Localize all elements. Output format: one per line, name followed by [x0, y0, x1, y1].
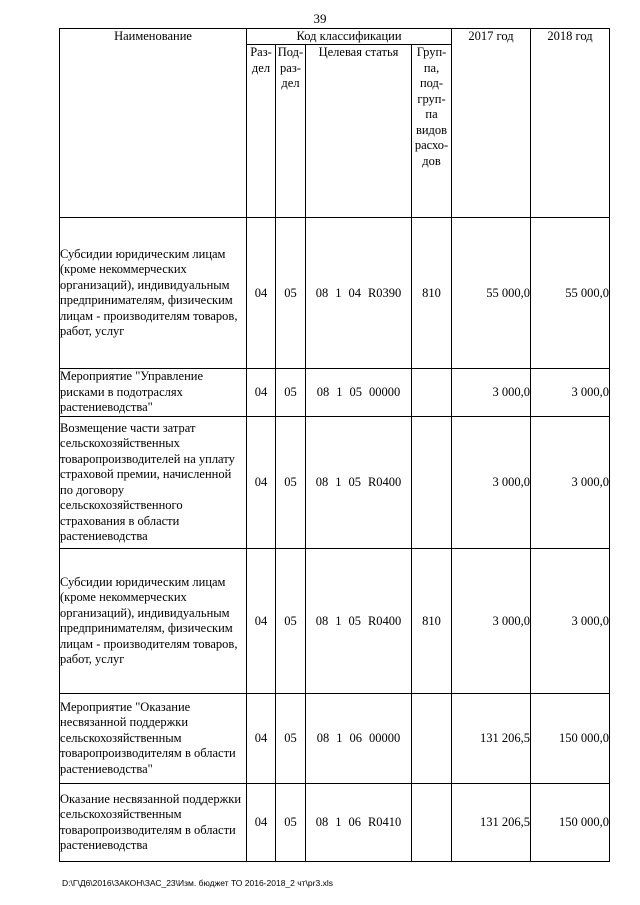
target-subprogram: 1 — [335, 613, 342, 628]
target-program: 08 — [315, 815, 329, 829]
header-2018: 2018 год — [531, 29, 610, 218]
row-group — [412, 369, 452, 417]
row-name: Мероприятие "Оказание несвязанной поддержки сельскохозяйственным товаропроизводителям в области растениеводства" — [60, 694, 247, 784]
row-target — [306, 369, 412, 417]
row-subsection: 05 — [276, 549, 306, 694]
target-subprogram: 1 — [336, 385, 343, 399]
header-name: Наименование — [60, 29, 247, 218]
table-row — [60, 784, 610, 862]
row-2017: 131 206,5 — [452, 694, 531, 784]
target-subprogram: 1 — [336, 731, 343, 745]
header-2017: 2017 год — [452, 29, 531, 218]
table-row — [60, 369, 610, 417]
row-section: 04 — [247, 369, 276, 417]
target-event: 06 — [348, 815, 361, 829]
target-program: 08 — [315, 613, 329, 628]
row-target — [306, 549, 412, 694]
row-group — [412, 417, 452, 549]
target-direction: R0400 — [367, 613, 402, 628]
budget-table — [59, 28, 610, 862]
row-section: 04 — [247, 784, 276, 862]
target-subprogram: 1 — [335, 285, 342, 300]
table-header — [60, 29, 610, 218]
target-direction: R0410 — [367, 815, 402, 829]
row-target — [306, 694, 412, 784]
table-row — [60, 694, 610, 784]
row-2018: 3 000,0 — [531, 417, 610, 549]
row-section: 04 — [247, 694, 276, 784]
row-2018: 150 000,0 — [531, 694, 610, 784]
row-name: Субсидии юридическим лицам (кроме некоммерческих организаций), индивидуальным предпринимателям, физическим лицам - производителям товаров, работ, услуг — [60, 549, 247, 694]
row-2018: 150 000,0 — [531, 784, 610, 862]
target-event: 05 — [348, 613, 361, 628]
target-program: 08 — [316, 731, 330, 745]
table-row — [60, 417, 610, 549]
header-code: Код классификации — [247, 29, 452, 45]
row-section: 04 — [247, 549, 276, 694]
header-section: Раз- дел — [247, 45, 276, 218]
target-subprogram: 1 — [335, 815, 342, 829]
file-path-footer: D:\Г\Д6\2016\ЗАКОН\ЗАС_23\Изм. бюджет ТО 2016-2018_2 чт\pr3.xls — [62, 878, 333, 888]
header-target: Целевая статья — [306, 45, 412, 218]
row-target — [306, 218, 412, 369]
row-2017: 3 000,0 — [452, 417, 531, 549]
row-name: Оказание несвязанной поддержки сельскохозяйственным товаропроизводителям в области растениеводства — [60, 784, 247, 862]
row-2017: 3 000,0 — [452, 549, 531, 694]
table-row — [60, 549, 610, 694]
row-name: Мероприятие "Управление рисками в подотраслях растениеводства" — [60, 369, 247, 417]
target-event: 05 — [348, 475, 361, 489]
row-name: Субсидии юридическим лицам (кроме некоммерческих организаций), индивидуальным предпринимателям, физическим лицам - производителям товаров, работ, услуг — [60, 218, 247, 369]
header-group: Груп- па, под- груп- па видов расхо- дов — [412, 45, 452, 218]
target-event: 05 — [349, 385, 362, 399]
row-2017: 131 206,5 — [452, 784, 531, 862]
row-group — [412, 694, 452, 784]
target-subprogram: 1 — [335, 475, 342, 489]
target-direction: 00000 — [369, 385, 401, 399]
target-direction: R0400 — [367, 475, 402, 489]
target-direction: 00000 — [369, 731, 401, 745]
row-subsection: 05 — [276, 784, 306, 862]
row-2018: 3 000,0 — [531, 549, 610, 694]
row-target — [306, 784, 412, 862]
row-name: Возмещение части затрат сельскохозяйственных товаропроизводителей на уплату страховой премии, начисленной по договору сельскохозяйственного страхования в области растениеводства — [60, 417, 247, 549]
row-section: 04 — [247, 218, 276, 369]
row-group: 810 — [412, 549, 452, 694]
table-row — [60, 218, 610, 369]
target-program: 08 — [315, 475, 329, 489]
target-event: 06 — [349, 731, 362, 745]
row-group: 810 — [412, 218, 452, 369]
row-subsection: 05 — [276, 218, 306, 369]
row-subsection: 05 — [276, 694, 306, 784]
row-subsection: 05 — [276, 369, 306, 417]
header-subsection: Под- раз- дел — [276, 45, 306, 218]
row-2017: 3 000,0 — [452, 369, 531, 417]
row-2017: 55 000,0 — [452, 218, 531, 369]
page-number: 39 — [313, 11, 327, 26]
row-target — [306, 417, 412, 549]
target-program: 08 — [316, 385, 330, 399]
target-program: 08 — [315, 285, 329, 300]
row-2018: 55 000,0 — [531, 218, 610, 369]
table-body — [60, 218, 610, 862]
target-direction: R0390 — [367, 285, 402, 300]
row-subsection: 05 — [276, 417, 306, 549]
row-group — [412, 784, 452, 862]
row-section: 04 — [247, 417, 276, 549]
target-event: 04 — [348, 285, 361, 300]
row-2018: 3 000,0 — [531, 369, 610, 417]
